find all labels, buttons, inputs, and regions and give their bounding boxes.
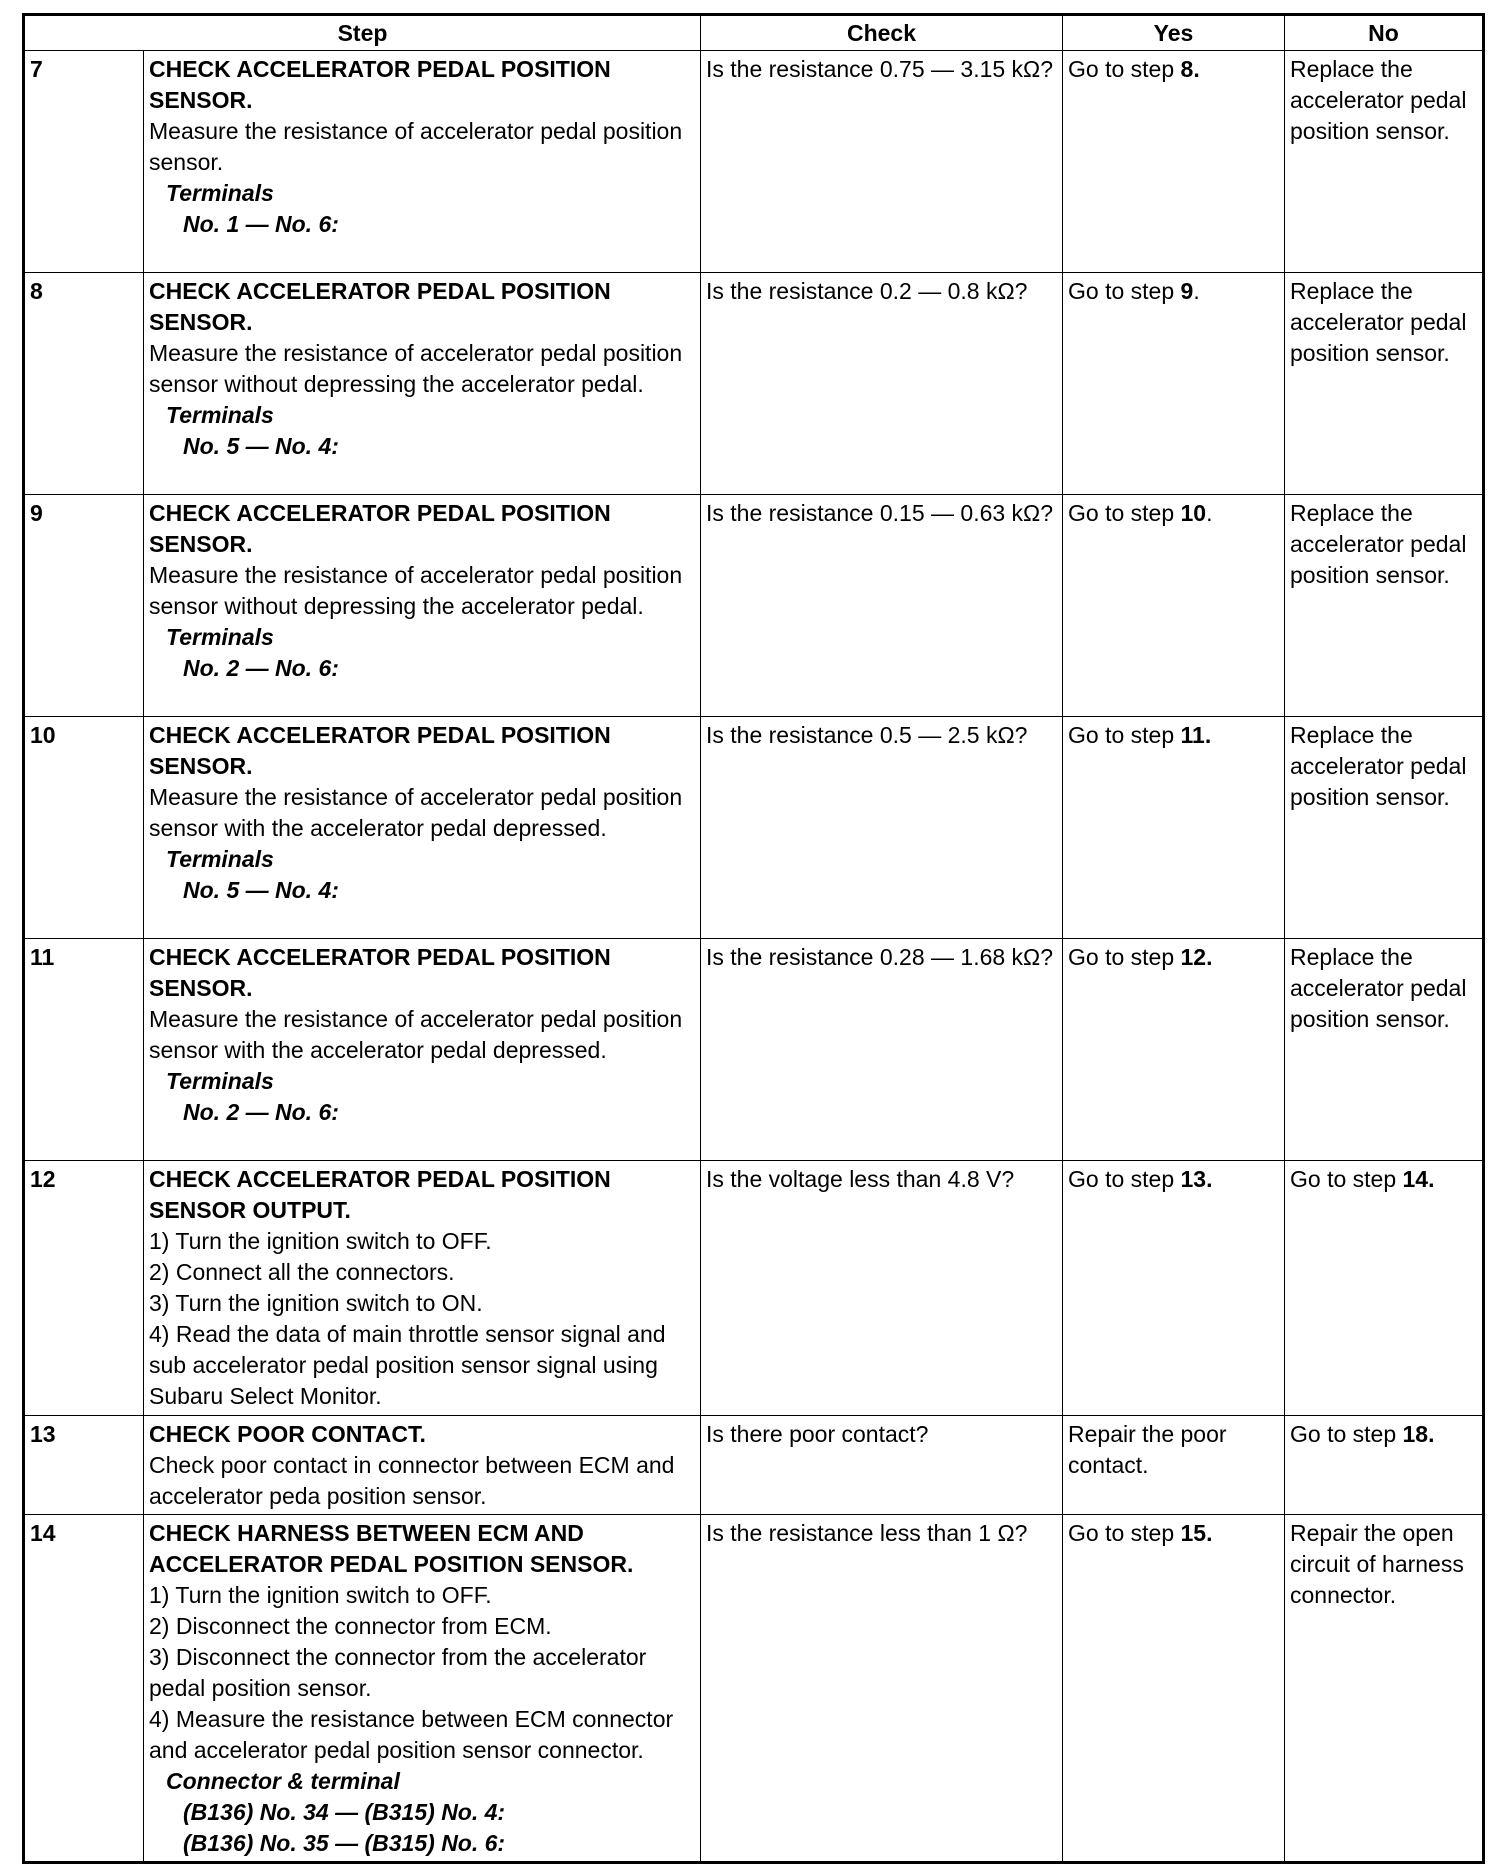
yes-suffix: . xyxy=(1206,944,1213,970)
no-cell xyxy=(1285,1416,1484,1515)
yes-suffix: . xyxy=(1193,56,1200,82)
table-row xyxy=(24,717,1484,939)
procedure-step: 4) Read the data of main throttle sensor signal and sub accelerator pedal position sensor signal using Subaru Select Monitor. xyxy=(149,1321,666,1409)
yes-cell xyxy=(1063,273,1285,495)
step-title: CHECK ACCELERATOR PEDAL POSITION SENSOR. xyxy=(149,500,611,557)
yes-cell xyxy=(1063,717,1285,939)
step-number: 8 xyxy=(24,273,144,495)
terminal-pair: No. 1 — No. 6: xyxy=(183,211,339,237)
step-title: CHECK ACCELERATOR PEDAL POSITION SENSOR. xyxy=(149,722,611,779)
table-header-row xyxy=(24,15,1484,51)
no-cell: Replace the accelerator pedal position sensor. xyxy=(1285,717,1484,939)
yes-cell xyxy=(1063,1161,1285,1416)
step-cell xyxy=(144,495,701,717)
yes-step-ref: 11 xyxy=(1180,722,1205,748)
procedure-step: 3) Disconnect the connector from the accelerator pedal position sensor. xyxy=(149,1644,647,1701)
no-cell: Replace the accelerator pedal position sensor. xyxy=(1285,939,1484,1161)
step-number: 11 xyxy=(24,939,144,1161)
yes-step-ref: 15 xyxy=(1180,1520,1207,1546)
check-cell: Is there poor contact? xyxy=(701,1416,1063,1515)
yes-prefix: Go to step xyxy=(1068,56,1181,82)
no-cell: Repair the open circuit of harness connector. xyxy=(1285,1515,1484,1863)
table-row xyxy=(24,939,1484,1161)
procedure-step: 1) Turn the ignition switch to OFF. xyxy=(149,1228,492,1254)
step-description: Measure the resistance of accelerator pedal position sensor with the accelerator pedal depressed. xyxy=(149,1006,683,1063)
no-step-ref: 14 xyxy=(1402,1166,1429,1192)
yes-cell xyxy=(1063,495,1285,717)
step-description: Check poor contact in connector between ECM and accelerator peda position sensor. xyxy=(149,1452,675,1509)
check-cell: Is the voltage less than 4.8 V? xyxy=(701,1161,1063,1416)
yes-suffix: . xyxy=(1193,278,1200,304)
step-description: Measure the resistance of accelerator pedal position sensor. xyxy=(149,118,683,175)
step-number: 10 xyxy=(24,717,144,939)
step-cell xyxy=(144,939,701,1161)
no-cell: Replace the accelerator pedal position sensor. xyxy=(1285,273,1484,495)
table-row xyxy=(24,495,1484,717)
yes-step-ref: 12 xyxy=(1180,944,1207,970)
yes-prefix: Go to step xyxy=(1068,500,1181,526)
yes-prefix: Go to step xyxy=(1068,944,1181,970)
terminal-pair: No. 5 — No. 4: xyxy=(183,877,339,903)
procedure-step: 2) Connect all the connectors. xyxy=(149,1259,455,1285)
yes-step-ref: 8 xyxy=(1180,56,1194,82)
terminals-label: Terminals xyxy=(166,1068,274,1094)
step-cell xyxy=(144,51,701,273)
check-cell: Is the resistance 0.5 — 2.5 kΩ? xyxy=(701,717,1063,939)
no-cell xyxy=(1285,1161,1484,1416)
terminals-label: Terminals xyxy=(166,402,274,428)
check-cell: Is the resistance 0.75 — 3.15 kΩ? xyxy=(701,51,1063,273)
yes-step-ref: 9 xyxy=(1180,278,1194,304)
step-cell xyxy=(144,1416,701,1515)
no-suffix: . xyxy=(1428,1421,1435,1447)
yes-prefix: Go to step xyxy=(1068,278,1181,304)
terminals-label: Terminals xyxy=(166,624,274,650)
no-step-ref: 18 xyxy=(1402,1421,1429,1447)
step-title: CHECK ACCELERATOR PEDAL POSITION SENSOR OUTPUT. xyxy=(149,1166,611,1223)
yes-suffix: . xyxy=(1206,1520,1213,1546)
step-title: CHECK ACCELERATOR PEDAL POSITION SENSOR. xyxy=(149,278,611,335)
step-number: 9 xyxy=(24,495,144,717)
terminal-pair: No. 2 — No. 6: xyxy=(183,655,339,681)
terminals-label: Terminals xyxy=(166,846,274,872)
step-number: 12 xyxy=(24,1161,144,1416)
header-yes: Yes xyxy=(1063,15,1285,51)
step-cell xyxy=(144,1515,701,1863)
table-row xyxy=(24,1161,1484,1416)
step-cell xyxy=(144,1161,701,1416)
no-prefix: Go to step xyxy=(1290,1421,1403,1447)
terminals-label: Terminals xyxy=(166,180,274,206)
check-cell: Is the resistance 0.28 — 1.68 kΩ? xyxy=(701,939,1063,1161)
no-cell: Replace the accelerator pedal position sensor. xyxy=(1285,51,1484,273)
yes-cell xyxy=(1063,939,1285,1161)
no-prefix: Go to step xyxy=(1290,1166,1403,1192)
yes-suffix: . xyxy=(1204,722,1212,748)
header-step: Step xyxy=(24,15,701,51)
step-title: CHECK POOR CONTACT. xyxy=(149,1421,426,1447)
yes-cell: Repair the poor contact. xyxy=(1063,1416,1285,1515)
table-row xyxy=(24,1515,1484,1863)
terminal-pair: No. 5 — No. 4: xyxy=(183,433,339,459)
no-cell: Replace the accelerator pedal position sensor. xyxy=(1285,495,1484,717)
check-cell: Is the resistance 0.15 — 0.63 kΩ? xyxy=(701,495,1063,717)
yes-step-ref: 13 xyxy=(1180,1166,1207,1192)
terminal-pair: (B136) No. 35 — (B315) No. 6: xyxy=(183,1830,506,1856)
connector-terminal-label: Connector & terminal xyxy=(166,1768,400,1794)
terminal-pair: No. 2 — No. 6: xyxy=(183,1099,339,1125)
procedure-step: 2) Disconnect the connector from ECM. xyxy=(149,1613,552,1639)
no-suffix: . xyxy=(1428,1166,1435,1192)
diagnostic-table-page xyxy=(22,13,1482,1859)
terminal-pair: (B136) No. 34 — (B315) No. 4: xyxy=(183,1799,506,1825)
table-row xyxy=(24,1416,1484,1515)
diagnostic-table xyxy=(22,13,1485,1864)
step-description: Measure the resistance of accelerator pedal position sensor without depressing the accelerator pedal. xyxy=(149,340,683,397)
procedure-step: 1) Turn the ignition switch to OFF. xyxy=(149,1582,492,1608)
step-description: Measure the resistance of accelerator pedal position sensor without depressing the accelerator pedal. xyxy=(149,562,683,619)
step-number: 14 xyxy=(24,1515,144,1863)
table-row xyxy=(24,51,1484,273)
procedure-step: 4) Measure the resistance between ECM connector and accelerator pedal position sensor connector. xyxy=(149,1706,674,1763)
step-description: Measure the resistance of accelerator pedal position sensor with the accelerator pedal depressed. xyxy=(149,784,683,841)
header-check: Check xyxy=(701,15,1063,51)
yes-prefix: Go to step xyxy=(1068,722,1181,748)
header-no: No xyxy=(1285,15,1484,51)
yes-cell xyxy=(1063,51,1285,273)
yes-suffix: . xyxy=(1206,1166,1213,1192)
table-row xyxy=(24,273,1484,495)
step-number: 7 xyxy=(24,51,144,273)
yes-suffix: . xyxy=(1206,500,1213,526)
yes-step-ref: 10 xyxy=(1180,500,1207,526)
yes-prefix: Go to step xyxy=(1068,1166,1181,1192)
check-cell: Is the resistance 0.2 — 0.8 kΩ? xyxy=(701,273,1063,495)
step-cell xyxy=(144,273,701,495)
step-cell xyxy=(144,717,701,939)
yes-cell xyxy=(1063,1515,1285,1863)
step-number: 13 xyxy=(24,1416,144,1515)
step-title: CHECK HARNESS BETWEEN ECM AND ACCELERATOR PEDAL POSITION SENSOR. xyxy=(149,1520,634,1577)
check-cell: Is the resistance less than 1 Ω? xyxy=(701,1515,1063,1863)
step-title: CHECK ACCELERATOR PEDAL POSITION SENSOR. xyxy=(149,944,611,1001)
procedure-step: 3) Turn the ignition switch to ON. xyxy=(149,1290,483,1316)
yes-prefix: Go to step xyxy=(1068,1520,1181,1546)
step-title: CHECK ACCELERATOR PEDAL POSITION SENSOR. xyxy=(149,56,611,113)
